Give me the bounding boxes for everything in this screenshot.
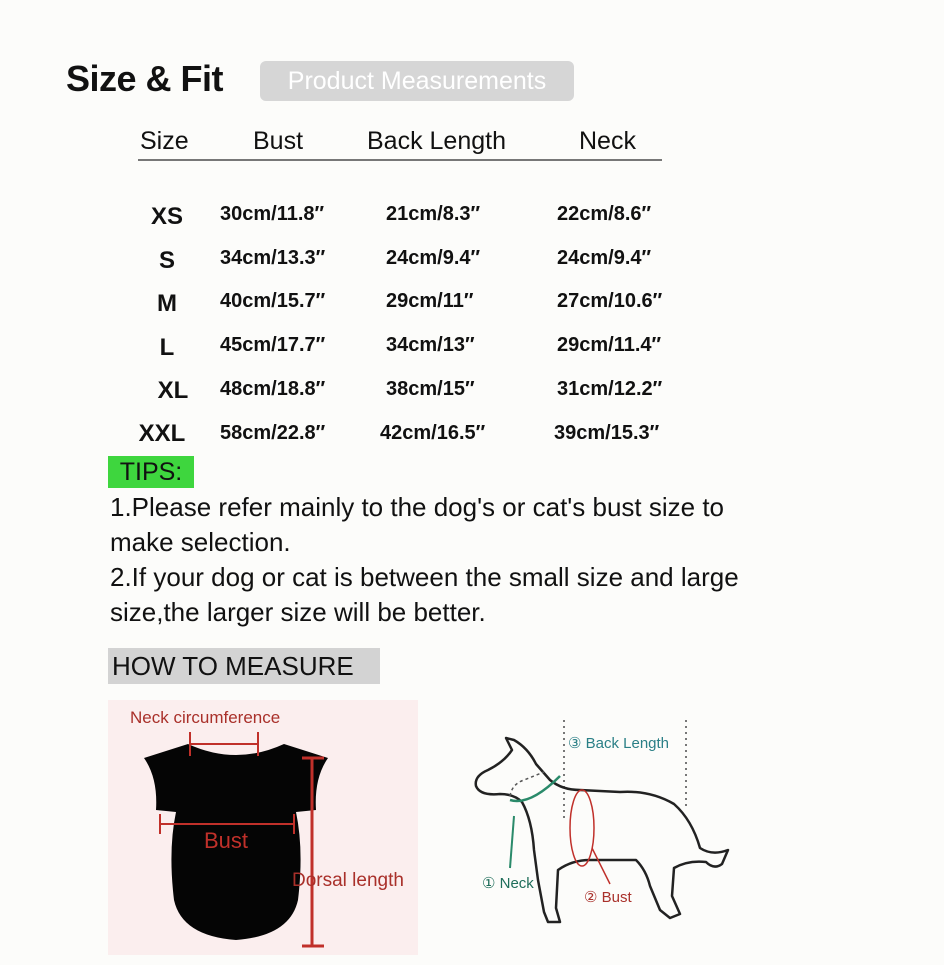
back-length-cell: 42cm/16.5″ [380, 422, 486, 444]
neck-cell: 22cm/8.6″ [557, 203, 652, 225]
size-cell: M [157, 290, 177, 317]
header-bust: Bust [253, 127, 304, 155]
bust-cell: 34cm/13.3″ [220, 247, 326, 269]
neck-circumference-label: Neck circumference [130, 708, 281, 727]
size-cell: XL [157, 377, 189, 404]
neck-label: ① Neck [482, 875, 534, 892]
back-length-label: ③ Back Length [568, 735, 670, 752]
size-cell: L [159, 334, 175, 361]
size-cell: XXL [138, 420, 186, 447]
size-cell: S [158, 247, 175, 274]
dorsal-length-label: Dorsal length [292, 870, 404, 891]
neck-cell: 27cm/10.6″ [557, 290, 663, 312]
back-length-cell: 29cm/11″ [386, 290, 474, 312]
size-cell: XS [150, 203, 183, 230]
tip-line-1: 1.Please refer mainly to the dog's or cat's bust size to [110, 492, 725, 522]
neck-cell: 31cm/12.2″ [557, 378, 663, 400]
header-divider [138, 159, 662, 161]
back-length-cell: 34cm/13″ [386, 334, 475, 356]
neck-cell: 29cm/11.4″ [557, 334, 662, 356]
bust-cell: 40cm/15.7″ [220, 290, 326, 312]
bust-cell: 30cm/11.8″ [220, 203, 325, 225]
back-length-cell: 24cm/9.4″ [386, 247, 481, 269]
shirt-measure-diagram [108, 700, 418, 955]
tip-line-4: size,the larger size will be better. [110, 597, 486, 627]
tip-line-3: 2.If your dog or cat is between the small size and large [110, 562, 739, 592]
dog-bust-label: ② Bust [584, 889, 632, 906]
back-length-cell: 21cm/8.3″ [386, 203, 481, 225]
header-neck: Neck [579, 127, 636, 155]
neck-cell: 39cm/15.3″ [554, 422, 660, 444]
bust-cell: 58cm/22.8″ [220, 422, 326, 444]
bust-label: Bust [204, 828, 249, 853]
tip-line-2: make selection. [110, 527, 291, 557]
product-measurements-badge: Product Measurements [260, 61, 574, 101]
dog-measure-diagram [460, 700, 750, 955]
neck-cell: 24cm/9.4″ [557, 247, 652, 269]
back-length-cell: 38cm/15″ [386, 378, 475, 400]
how-to-measure-heading: HOW TO MEASURE [108, 648, 380, 684]
bust-cell: 48cm/18.8″ [220, 378, 326, 400]
page-title: Size & Fit [66, 58, 224, 99]
header-back-length: Back Length [367, 127, 506, 155]
tips-badge: TIPS: [108, 456, 194, 488]
shirt-illustration [108, 700, 418, 955]
header-size: Size [140, 127, 189, 155]
bust-cell: 45cm/17.7″ [220, 334, 326, 356]
